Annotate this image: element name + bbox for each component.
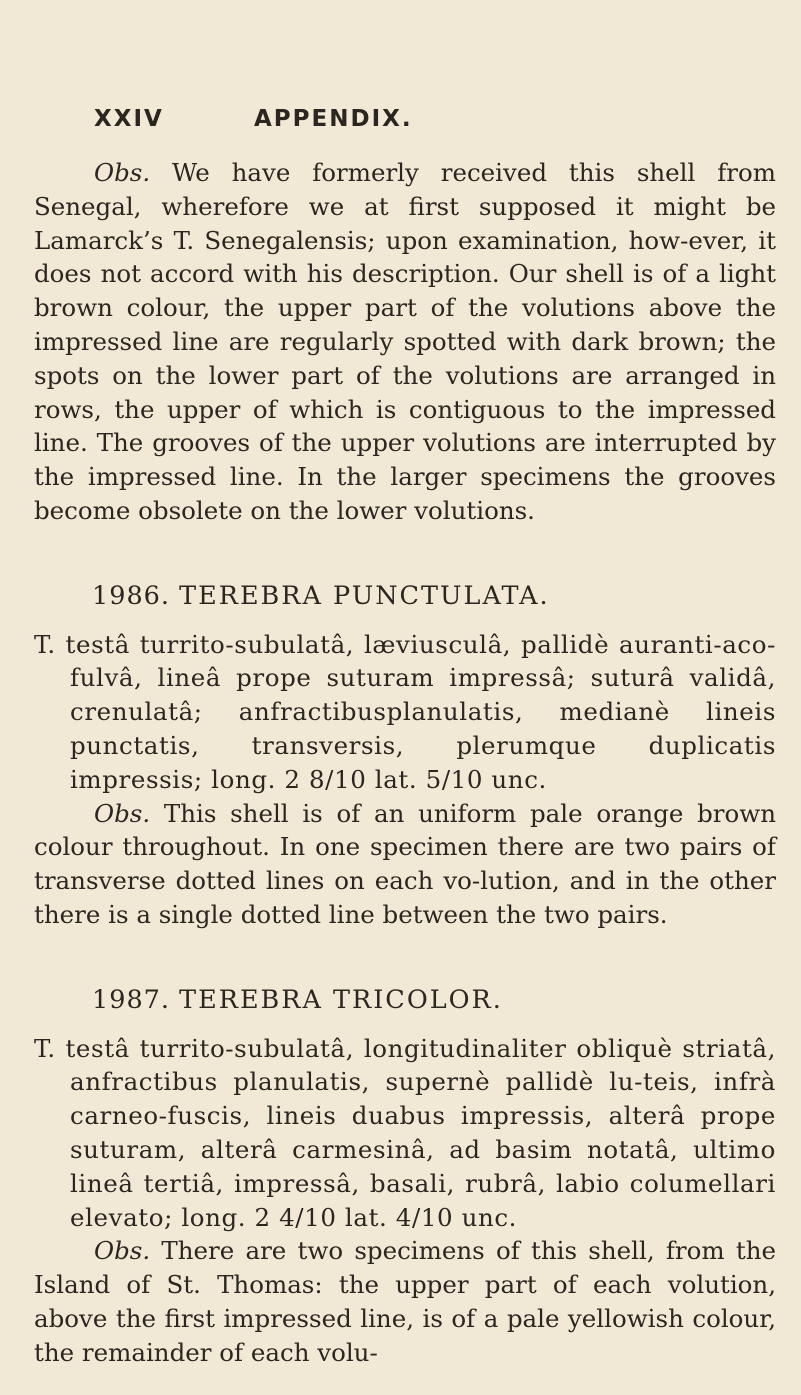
obs-text: This shell is of an uniform pale orange brown colour throughout. In one specimen there are two pairs of transverse dotted lines on each vo-lution, and in the other there is a single dotted line between the two pairs. [34, 798, 776, 929]
species-name: TEREBRA TRICOLOR. [179, 984, 503, 1015]
species-diagnosis: T. testâ turrito-subulatâ, læviusculâ, pallidè auranti-aco-fulvâ, lineâ prope suturam impressâ; suturâ validâ, crenulatâ; anfractibusplanulatis, medianè lineis punctatis, transversis, plerumque duplicatis impressis; long. 2 8/10 lat. 5/10 unc. [34, 629, 776, 794]
running-title: APPENDIX. [254, 106, 413, 132]
obs-paragraph [34, 1234, 776, 1369]
obs-label: Obs. [94, 1236, 151, 1266]
species-heading [34, 580, 776, 614]
obs-paragraph [34, 156, 776, 528]
species-number: 1986. [92, 580, 171, 611]
page-body [34, 156, 776, 1370]
obs-text: There are two specimens of this shell, from the Island of St. Thomas: the upper part of each volution, above the first impressed line, is of a pale yellowish colour, the remainder of each volu- [34, 1236, 776, 1367]
obs-paragraph [34, 797, 776, 932]
page-number: XXIV [94, 106, 164, 132]
obs-text: We have formerly received this shell from Senegal, wherefore we at first supposed it might be Lamarck’s T. Senegalensis; upon examination, how-ever, it does not accord with his description. Our shell is of a light brown colour, the upper part of the volutions above the impressed line are regularly spotted with dark brown; the spots on the lower part of the volutions are arranged in rows, the upper of which is contiguous to the impressed line. The grooves of the upper volutions are interrupted by the impressed line. In the larger specimens the grooves become obsolete on the lower volutions. [34, 158, 776, 525]
species-name: TEREBRA PUNCTULATA. [179, 580, 550, 611]
species-number: 1987. [92, 984, 171, 1015]
obs-label: Obs. [94, 158, 151, 187]
species-diagnosis: T. testâ turrito-subulatâ, longitudinaliter obliquè striatâ, anfractibus planulatis, supernè pallidè lu-teis, infrà carneo-fuscis, lineis duabus impressis, alterâ prope suturam, alterâ carmesinâ, ad basim notatâ, ultimo lineâ tertiâ, impressâ, basali, rubrâ, labio columellari elevato; long. 2 4/10 lat. 4/10 unc. [34, 1033, 776, 1232]
obs-label: Obs. [94, 798, 151, 828]
species-heading [34, 984, 776, 1018]
